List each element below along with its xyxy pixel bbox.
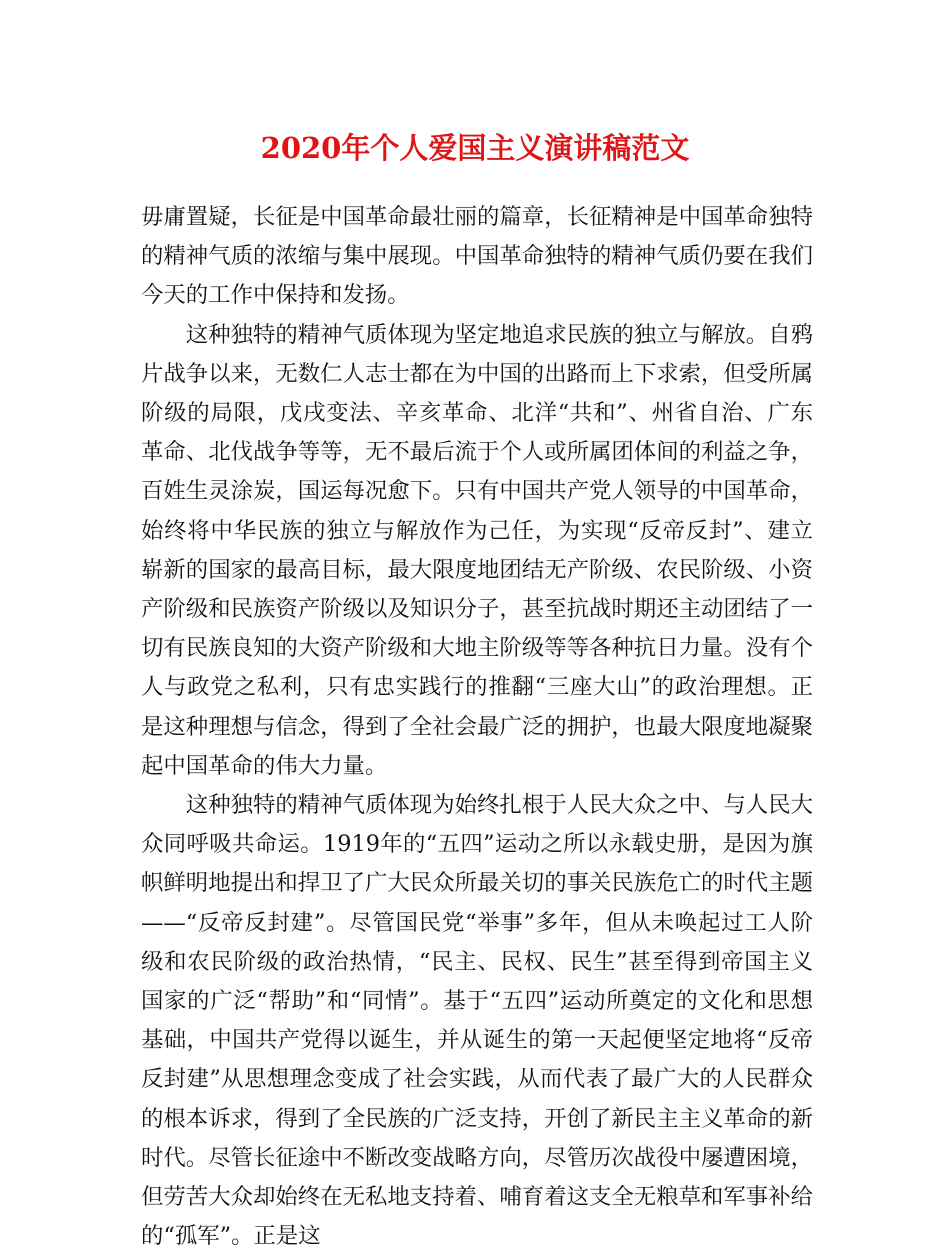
paragraph-2: 这种独特的精神气质体现为坚定地追求民族的独立与解放。自鸦片战争以来，无数仁人志士都在为中国的出路而上下求索，但受所属阶级的局限，戊戌变法、辛亥革命、北洋“共和”、州省自治、广东革命、北伐战争等等，无不最后流于个人或所属团体间的利益之争，百姓生灵涂炭，国运每况愈下。只有中国共产党人领导的中国革命，始终将中华民族的独立与解放作为己任，为实现“反帝反封”、建立崭新的国家的最高目标，最大限度地团结无产阶级、农民阶级、小资产阶级和民族资产阶级以及知识分子，甚至抗战时期还主动团结了一切有民族良知的大资产阶级和大地主阶级等等各种抗日力量。没有个人与政党之私利，只有忠实践行的推翻“三座大山”的政治理想。正是这种理想与信念，得到了全社会最广泛的拥护，也最大限度地凝聚起中国革命的伟大力量。	[141, 321, 813, 779]
document-title: 2020年个人爱国主义演讲稿范文	[260, 131, 690, 165]
paragraph-3: 这种独特的精神气质体现为始终扎根于人民大众之中、与人民大众同呼吸共命运。1919年的“五四”运动之所以永载史册，是因为旗帜鲜明地提出和捍卫了广大民众所最关切的事关民族危亡的时代主题——“反帝反封建”。尽管国民党“举事”多年，但从未唤起过工人阶级和农民阶级的政治热情，“民主、民权、民生”甚至得到帝国主义国家的广泛“帮助”和“同情”。基于“五四”运动所奠定的文化和思想基础，中国共产党得以诞生，并从诞生的第一天起便坚定地将“反帝反封建”从思想理念变成了社会实践，从而代表了最广大的人民群众的根本诉求，得到了全民族的广泛支持，开创了新民主主义革命的新时代。尽管长征途中不断改变战略方向，尽管历次战役中屡遭困境，但劳苦大众却始终在无私地支持着、哺育着这支全无粮草和军事补给的“孤军”。正是这	[141, 792, 813, 1250]
document-body	[141, 198, 813, 1256]
paragraph-1: 毋庸置疑，长征是中国革命最壮丽的篇章，长征精神是中国革命独特的精神气质的浓缩与集中展现。中国革命独特的精神气质仍要在我们今天的工作中保持和发扬。	[141, 204, 813, 309]
